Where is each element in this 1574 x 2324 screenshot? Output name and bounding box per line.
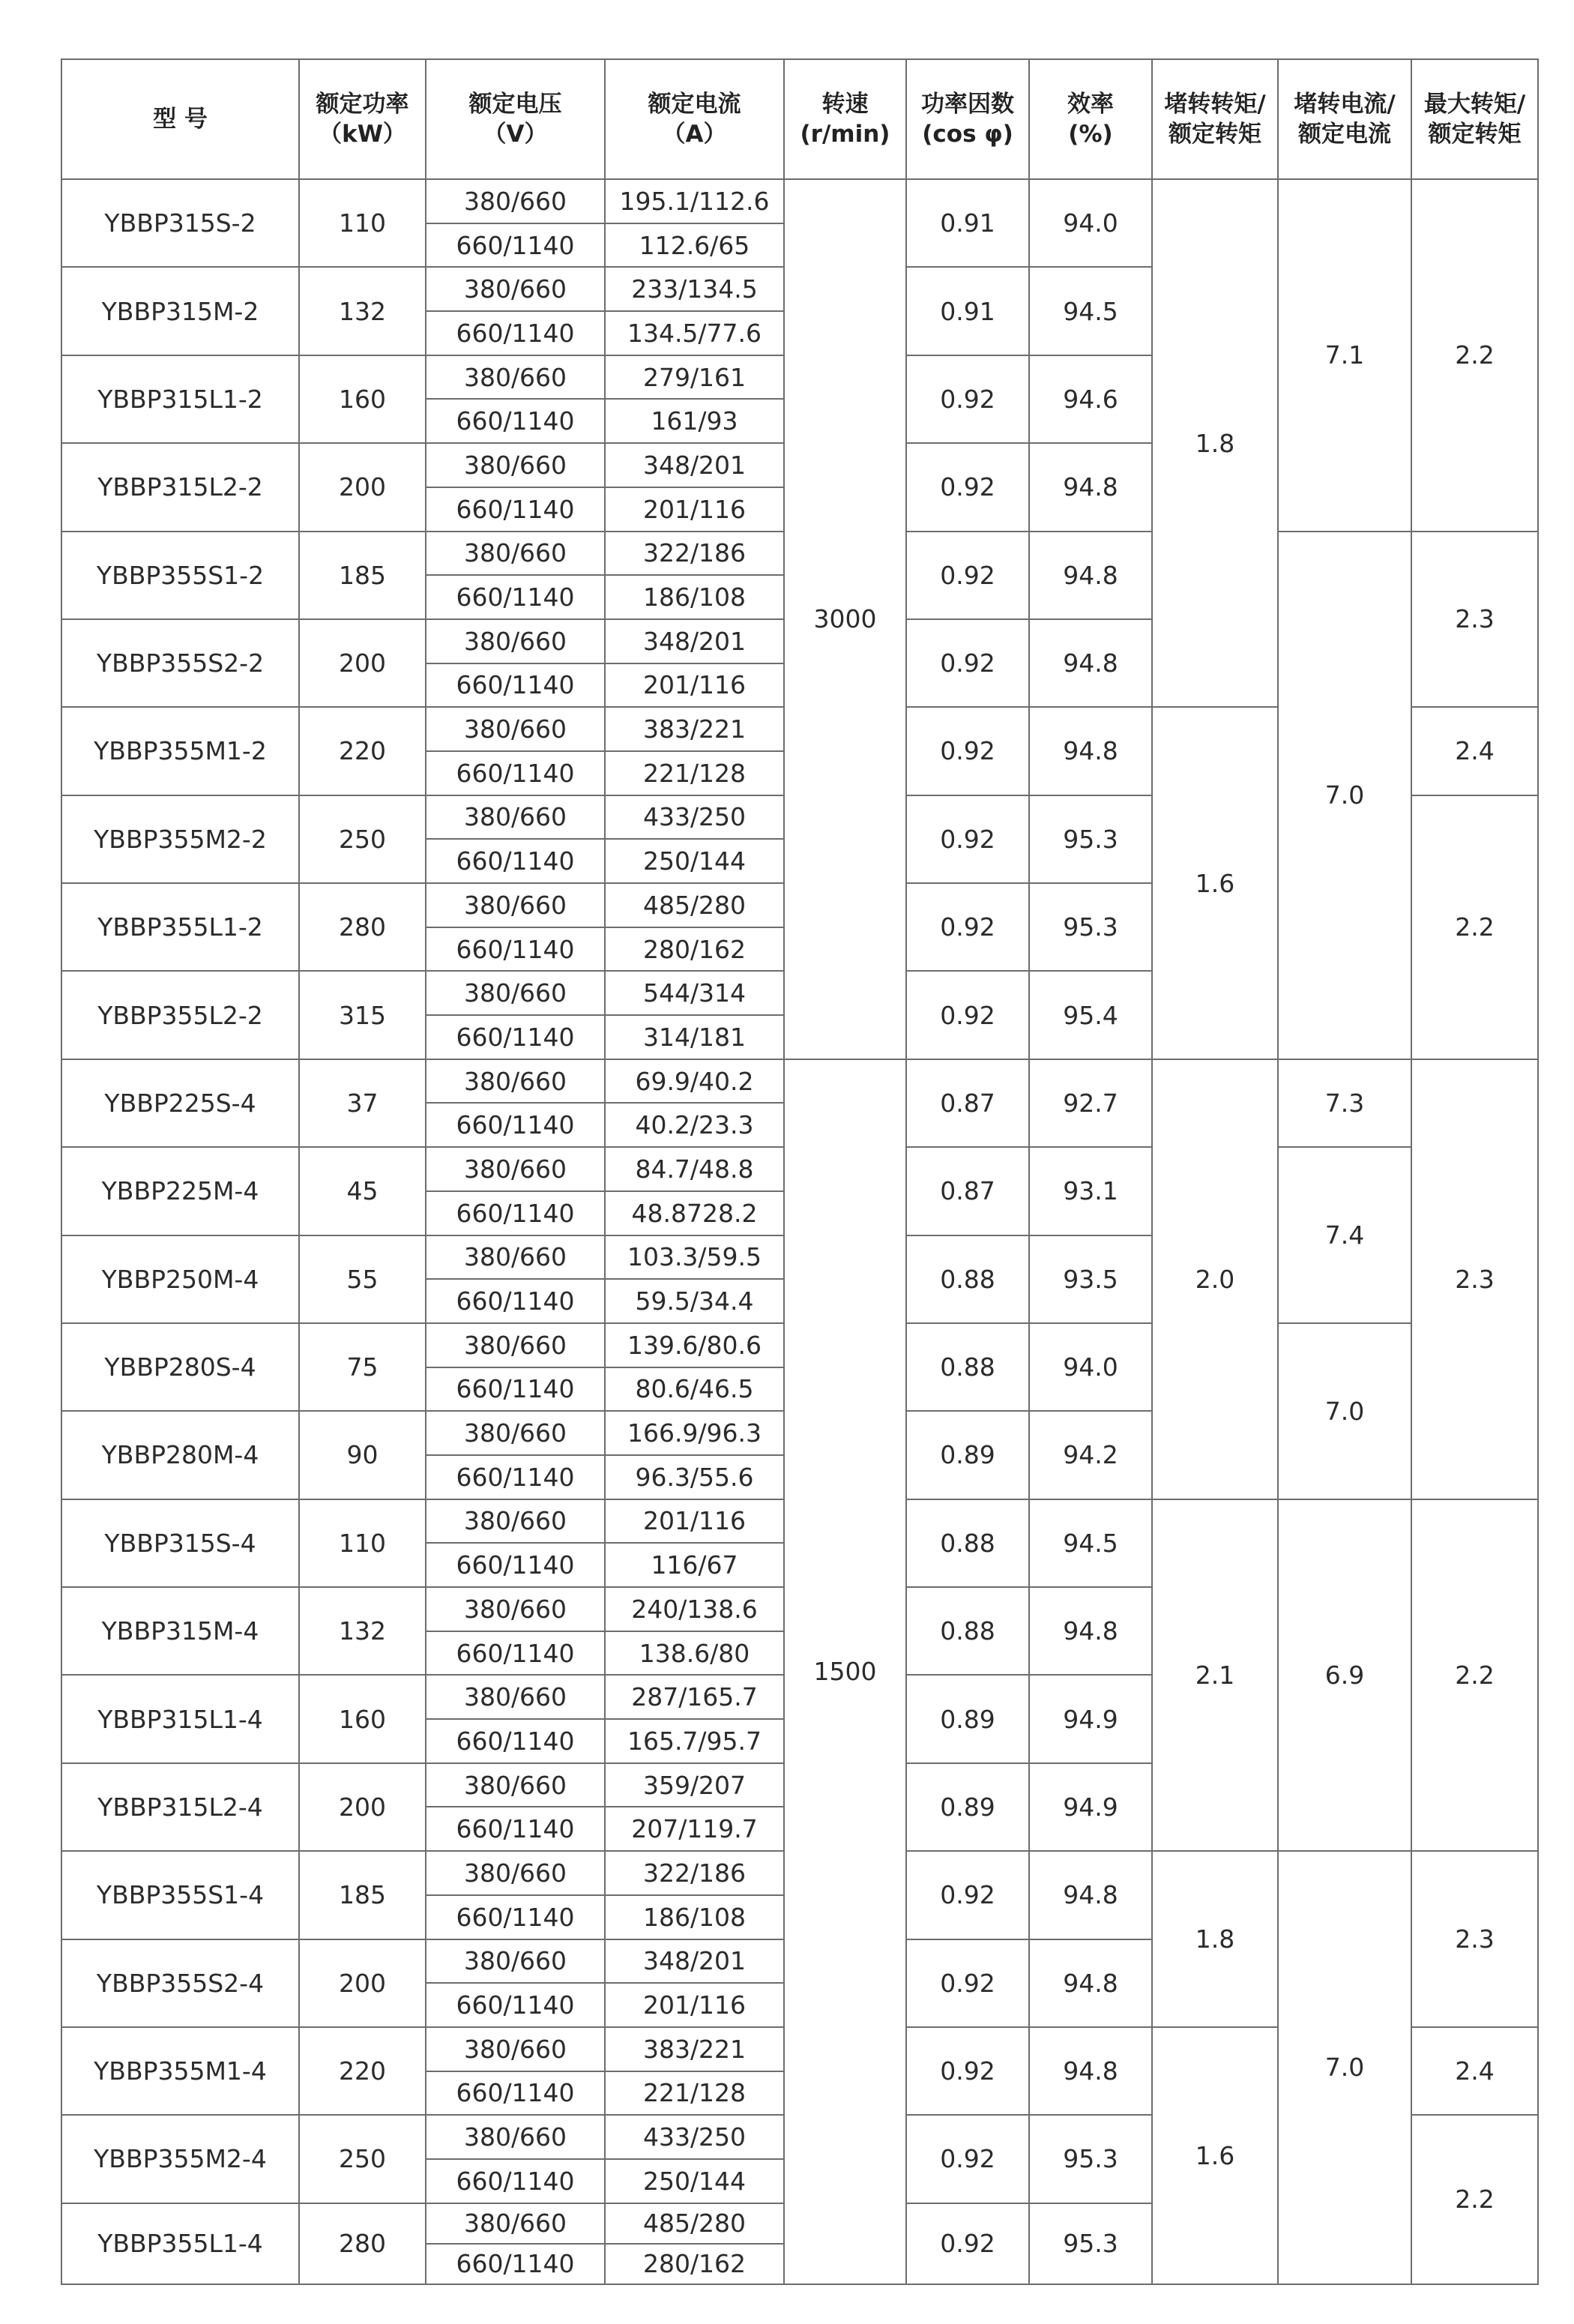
voltage-cell: 380/660 — [426, 1587, 605, 1631]
power-cell: 55 — [299, 1235, 426, 1323]
power-factor-cell: 0.88 — [906, 1587, 1029, 1675]
header-lrt-line2: 额定转矩 — [1169, 121, 1261, 148]
current-cell: 322/186 — [605, 1851, 784, 1895]
voltage-cell: 380/660 — [426, 1763, 605, 1807]
header-lrt-line1: 堵转转矩/ — [1164, 91, 1266, 118]
header-rated-power — [299, 59, 426, 179]
power-factor-cell: 0.91 — [906, 179, 1029, 267]
current-cell: 84.7/48.8 — [605, 1147, 784, 1191]
current-cell: 279/161 — [605, 355, 784, 400]
power-cell: 200 — [299, 1763, 426, 1851]
power-cell: 280 — [299, 883, 426, 971]
power-cell: 132 — [299, 1587, 426, 1675]
header-power-unit: （kW） — [319, 121, 406, 148]
voltage-cell: 660/1140 — [426, 1807, 605, 1851]
current-cell: 544/314 — [605, 971, 784, 1015]
efficiency-cell: 95.4 — [1029, 971, 1152, 1059]
locked-rotor-torque-cell: 1.8 — [1152, 1851, 1278, 2027]
voltage-cell: 380/660 — [426, 1411, 605, 1455]
current-cell: 134.5/77.6 — [605, 311, 784, 355]
voltage-cell: 380/660 — [426, 1059, 605, 1104]
current-cell: 280/162 — [605, 2244, 784, 2284]
current-cell: 221/128 — [605, 2071, 784, 2116]
voltage-cell: 380/660 — [426, 1499, 605, 1544]
locked-rotor-torque-cell: 1.6 — [1152, 707, 1278, 1059]
power-cell: 280 — [299, 2203, 426, 2284]
voltage-cell: 660/1140 — [426, 1631, 605, 1676]
power-cell: 220 — [299, 707, 426, 795]
voltage-cell: 380/660 — [426, 971, 605, 1015]
current-cell: 186/108 — [605, 575, 784, 619]
max-torque-cell: 2.2 — [1411, 795, 1538, 1059]
power-cell: 200 — [299, 619, 426, 707]
power-factor-cell: 0.88 — [906, 1499, 1029, 1587]
power-factor-cell: 0.92 — [906, 355, 1029, 443]
power-factor-cell: 0.92 — [906, 971, 1029, 1059]
current-cell: 201/116 — [605, 1983, 784, 2027]
voltage-cell: 380/660 — [426, 267, 605, 311]
efficiency-cell: 92.7 — [1029, 1059, 1152, 1147]
power-factor-cell: 0.92 — [906, 619, 1029, 707]
model-cell: YBBP355M1-2 — [61, 707, 299, 795]
voltage-cell: 380/660 — [426, 883, 605, 927]
header-row — [61, 59, 1538, 179]
voltage-cell: 380/660 — [426, 707, 605, 751]
current-cell: 287/165.7 — [605, 1675, 784, 1719]
voltage-cell: 660/1140 — [426, 223, 605, 268]
max-torque-cell: 2.3 — [1411, 532, 1538, 708]
motor-spec-table — [61, 58, 1539, 2285]
power-factor-cell: 0.92 — [906, 795, 1029, 883]
locked-rotor-current-cell: 7.1 — [1278, 179, 1411, 532]
voltage-cell: 660/1140 — [426, 1455, 605, 1499]
current-cell: 165.7/95.7 — [605, 1719, 784, 1763]
voltage-cell: 380/660 — [426, 1675, 605, 1719]
efficiency-cell: 94.2 — [1029, 1411, 1152, 1499]
current-cell: 433/250 — [605, 795, 784, 840]
efficiency-cell: 94.8 — [1029, 443, 1152, 531]
power-cell: 315 — [299, 971, 426, 1059]
power-cell: 90 — [299, 1411, 426, 1499]
efficiency-cell: 94.8 — [1029, 707, 1152, 795]
header-current-label: 额定电流 — [648, 91, 741, 118]
voltage-cell: 380/660 — [426, 355, 605, 400]
model-cell: YBBP315M-4 — [61, 1587, 299, 1675]
header-voltage-unit: （V） — [483, 121, 548, 148]
current-cell: 280/162 — [605, 927, 784, 972]
current-cell: 250/144 — [605, 2159, 784, 2203]
current-cell: 221/128 — [605, 751, 784, 795]
speed-cell: 3000 — [784, 179, 906, 1059]
voltage-cell: 380/660 — [426, 532, 605, 576]
model-cell: YBBP355M2-4 — [61, 2115, 299, 2203]
model-cell: YBBP225S-4 — [61, 1059, 299, 1147]
efficiency-cell: 94.8 — [1029, 1587, 1152, 1675]
voltage-cell: 380/660 — [426, 2115, 605, 2159]
speed-cell: 1500 — [784, 1059, 906, 2284]
locked-rotor-current-cell: 7.0 — [1278, 1323, 1411, 1499]
power-factor-cell: 0.92 — [906, 2115, 1029, 2203]
header-pf-unit: (cos φ) — [922, 121, 1013, 148]
voltage-cell: 660/1140 — [426, 1279, 605, 1323]
current-cell: 186/108 — [605, 1895, 784, 1939]
efficiency-cell: 93.1 — [1029, 1147, 1152, 1235]
efficiency-cell: 94.0 — [1029, 179, 1152, 267]
header-speed-unit: (r/min) — [800, 121, 890, 148]
voltage-cell: 380/660 — [426, 795, 605, 840]
power-factor-cell: 0.92 — [906, 1851, 1029, 1939]
voltage-cell: 660/1140 — [426, 1543, 605, 1587]
power-cell: 160 — [299, 1675, 426, 1762]
current-cell: 207/119.7 — [605, 1807, 784, 1851]
current-cell: 250/144 — [605, 839, 784, 883]
current-cell: 112.6/65 — [605, 223, 784, 268]
current-cell: 383/221 — [605, 2027, 784, 2071]
model-cell: YBBP280M-4 — [61, 1411, 299, 1499]
header-efficiency — [1029, 59, 1152, 179]
current-cell: 59.5/34.4 — [605, 1279, 784, 1323]
power-factor-cell: 0.87 — [906, 1147, 1029, 1235]
power-cell: 160 — [299, 355, 426, 443]
voltage-cell: 380/660 — [426, 179, 605, 223]
power-factor-cell: 0.88 — [906, 1323, 1029, 1411]
efficiency-cell: 94.9 — [1029, 1763, 1152, 1851]
voltage-cell: 660/1140 — [426, 1191, 605, 1235]
efficiency-cell: 95.3 — [1029, 2203, 1152, 2284]
locked-rotor-current-cell: 7.0 — [1278, 1851, 1411, 2284]
power-factor-cell: 0.91 — [906, 267, 1029, 355]
current-cell: 40.2/23.3 — [605, 1103, 784, 1147]
voltage-cell: 380/660 — [426, 1323, 605, 1367]
header-voltage-label: 额定电压 — [468, 91, 562, 118]
max-torque-cell: 2.3 — [1411, 1059, 1538, 1499]
current-cell: 48.8728.2 — [605, 1191, 784, 1235]
power-cell: 250 — [299, 2115, 426, 2203]
locked-rotor-current-cell: 7.4 — [1278, 1147, 1411, 1323]
voltage-cell: 380/660 — [426, 1851, 605, 1895]
voltage-cell: 660/1140 — [426, 663, 605, 708]
efficiency-cell: 94.6 — [1029, 355, 1152, 443]
power-factor-cell: 0.92 — [906, 443, 1029, 531]
voltage-cell: 660/1140 — [426, 751, 605, 795]
model-cell: YBBP315L1-2 — [61, 355, 299, 443]
header-speed — [784, 59, 906, 179]
voltage-cell: 660/1140 — [426, 1103, 605, 1147]
locked-rotor-torque-cell: 2.0 — [1152, 1059, 1278, 1499]
voltage-cell: 660/1140 — [426, 399, 605, 443]
efficiency-cell: 94.8 — [1029, 1939, 1152, 2027]
model-cell: YBBP315S-4 — [61, 1499, 299, 1587]
model-cell: YBBP315L1-4 — [61, 1675, 299, 1762]
header-model-label: 型 号 — [153, 106, 208, 133]
locked-rotor-torque-cell: 2.1 — [1152, 1499, 1278, 1852]
max-torque-cell: 2.4 — [1411, 707, 1538, 795]
power-factor-cell: 0.92 — [906, 1939, 1029, 2027]
current-cell: 348/201 — [605, 443, 784, 487]
power-cell: 110 — [299, 179, 426, 267]
current-cell: 96.3/55.6 — [605, 1455, 784, 1499]
header-mxt-line1: 最大转矩/ — [1423, 91, 1526, 118]
voltage-cell: 380/660 — [426, 1939, 605, 1984]
locked-rotor-current-cell: 6.9 — [1278, 1499, 1411, 1852]
voltage-cell: 660/1140 — [426, 839, 605, 883]
power-cell: 75 — [299, 1323, 426, 1411]
power-factor-cell: 0.89 — [906, 1763, 1029, 1851]
header-eff-unit: (%) — [1068, 121, 1113, 148]
model-cell: YBBP280S-4 — [61, 1323, 299, 1411]
locked-rotor-current-cell: 7.0 — [1278, 532, 1411, 1059]
current-cell: 80.6/46.5 — [605, 1367, 784, 1412]
table-row — [61, 179, 1538, 223]
current-cell: 359/207 — [605, 1763, 784, 1807]
efficiency-cell: 94.8 — [1029, 2027, 1152, 2115]
power-cell: 45 — [299, 1147, 426, 1235]
current-cell: 485/280 — [605, 883, 784, 927]
model-cell: YBBP355L1-2 — [61, 883, 299, 971]
current-cell: 383/221 — [605, 707, 784, 751]
power-factor-cell: 0.87 — [906, 1059, 1029, 1147]
voltage-cell: 660/1140 — [426, 1983, 605, 2027]
header-rated-current — [605, 59, 784, 179]
voltage-cell: 660/1140 — [426, 487, 605, 532]
voltage-cell: 660/1140 — [426, 1015, 605, 1059]
max-torque-cell: 2.3 — [1411, 1851, 1538, 2027]
current-cell: 139.6/80.6 — [605, 1323, 784, 1367]
max-torque-cell: 2.2 — [1411, 179, 1538, 532]
efficiency-cell: 95.3 — [1029, 795, 1152, 883]
efficiency-cell: 94.0 — [1029, 1323, 1152, 1411]
locked-rotor-torque-cell: 1.8 — [1152, 179, 1278, 707]
power-factor-cell: 0.92 — [906, 883, 1029, 971]
current-cell: 322/186 — [605, 532, 784, 576]
voltage-cell: 660/1140 — [426, 2071, 605, 2116]
power-cell: 185 — [299, 1851, 426, 1939]
header-power-factor — [906, 59, 1029, 179]
max-torque-cell: 2.2 — [1411, 2115, 1538, 2284]
model-cell: YBBP355L2-2 — [61, 971, 299, 1059]
max-torque-cell: 2.4 — [1411, 2027, 1538, 2115]
power-factor-cell: 0.92 — [906, 2203, 1029, 2284]
voltage-cell: 380/660 — [426, 1147, 605, 1191]
power-cell: 200 — [299, 1939, 426, 2027]
model-cell: YBBP355S2-2 — [61, 619, 299, 707]
model-cell: YBBP355M2-2 — [61, 795, 299, 883]
current-cell: 116/67 — [605, 1543, 784, 1587]
model-cell: YBBP250M-4 — [61, 1235, 299, 1323]
voltage-cell: 660/1140 — [426, 311, 605, 355]
model-cell: YBBP355M1-4 — [61, 2027, 299, 2115]
voltage-cell: 380/660 — [426, 443, 605, 487]
header-lrc-line2: 额定电流 — [1298, 121, 1391, 148]
header-locked-rotor-torque-ratio — [1152, 59, 1278, 179]
header-mxt-line2: 额定转矩 — [1428, 121, 1522, 148]
current-cell: 233/134.5 — [605, 267, 784, 311]
table-body — [61, 179, 1538, 2284]
model-cell: YBBP355L1-4 — [61, 2203, 299, 2284]
header-current-unit: （A） — [662, 121, 727, 148]
current-cell: 201/116 — [605, 663, 784, 708]
efficiency-cell: 94.9 — [1029, 1675, 1152, 1762]
header-locked-rotor-current-ratio — [1278, 59, 1411, 179]
model-cell: YBBP315L2-2 — [61, 443, 299, 531]
efficiency-cell: 95.3 — [1029, 2115, 1152, 2203]
current-cell: 485/280 — [605, 2203, 784, 2244]
current-cell: 166.9/96.3 — [605, 1411, 784, 1455]
power-factor-cell: 0.89 — [906, 1675, 1029, 1762]
power-factor-cell: 0.89 — [906, 1411, 1029, 1499]
current-cell: 161/93 — [605, 399, 784, 443]
voltage-cell: 380/660 — [426, 1235, 605, 1280]
power-cell: 185 — [299, 532, 426, 619]
header-rated-voltage — [426, 59, 605, 179]
header-lrc-line1: 堵转电流/ — [1294, 91, 1396, 118]
voltage-cell: 660/1140 — [426, 927, 605, 972]
power-cell: 132 — [299, 267, 426, 355]
current-cell: 69.9/40.2 — [605, 1059, 784, 1104]
power-factor-cell: 0.92 — [906, 532, 1029, 619]
model-cell: YBBP225M-4 — [61, 1147, 299, 1235]
efficiency-cell: 93.5 — [1029, 1235, 1152, 1323]
table-row — [61, 1059, 1538, 1104]
voltage-cell: 660/1140 — [426, 575, 605, 619]
current-cell: 348/201 — [605, 619, 784, 663]
voltage-cell: 660/1140 — [426, 1719, 605, 1763]
current-cell: 240/138.6 — [605, 1587, 784, 1631]
current-cell: 103.3/59.5 — [605, 1235, 784, 1280]
efficiency-cell: 94.5 — [1029, 1499, 1152, 1587]
current-cell: 201/116 — [605, 1499, 784, 1544]
current-cell: 201/116 — [605, 487, 784, 532]
power-cell: 250 — [299, 795, 426, 883]
voltage-cell: 380/660 — [426, 2027, 605, 2071]
header-model — [61, 59, 299, 179]
model-cell: YBBP355S2-4 — [61, 1939, 299, 2027]
voltage-cell: 380/660 — [426, 2203, 605, 2244]
model-cell: YBBP355S1-4 — [61, 1851, 299, 1939]
model-cell: YBBP315S-2 — [61, 179, 299, 267]
header-eff-label: 效率 — [1067, 91, 1114, 118]
header-pf-label: 功率因数 — [921, 91, 1014, 118]
power-factor-cell: 0.88 — [906, 1235, 1029, 1323]
header-max-torque-ratio — [1411, 59, 1538, 179]
power-cell: 220 — [299, 2027, 426, 2115]
max-torque-cell: 2.2 — [1411, 1499, 1538, 1852]
voltage-cell: 660/1140 — [426, 2244, 605, 2284]
voltage-cell: 380/660 — [426, 619, 605, 663]
efficiency-cell: 94.8 — [1029, 619, 1152, 707]
efficiency-cell: 95.3 — [1029, 883, 1152, 971]
efficiency-cell: 94.8 — [1029, 1851, 1152, 1939]
current-cell: 138.6/80 — [605, 1631, 784, 1676]
header-speed-label: 转速 — [821, 91, 869, 118]
efficiency-cell: 94.8 — [1029, 532, 1152, 619]
power-cell: 110 — [299, 1499, 426, 1587]
current-cell: 195.1/112.6 — [605, 179, 784, 223]
voltage-cell: 660/1140 — [426, 1895, 605, 1939]
locked-rotor-torque-cell: 1.6 — [1152, 2027, 1278, 2284]
power-cell: 37 — [299, 1059, 426, 1147]
voltage-cell: 660/1140 — [426, 2159, 605, 2203]
current-cell: 433/250 — [605, 2115, 784, 2159]
model-cell: YBBP315L2-4 — [61, 1763, 299, 1851]
voltage-cell: 660/1140 — [426, 1367, 605, 1412]
model-cell: YBBP355S1-2 — [61, 532, 299, 619]
current-cell: 348/201 — [605, 1939, 784, 1984]
model-cell: YBBP315M-2 — [61, 267, 299, 355]
power-cell: 200 — [299, 443, 426, 531]
efficiency-cell: 94.5 — [1029, 267, 1152, 355]
power-factor-cell: 0.92 — [906, 707, 1029, 795]
header-power-label: 额定功率 — [316, 91, 409, 118]
current-cell: 314/181 — [605, 1015, 784, 1059]
power-factor-cell: 0.92 — [906, 2027, 1029, 2115]
locked-rotor-current-cell: 7.3 — [1278, 1059, 1411, 1147]
